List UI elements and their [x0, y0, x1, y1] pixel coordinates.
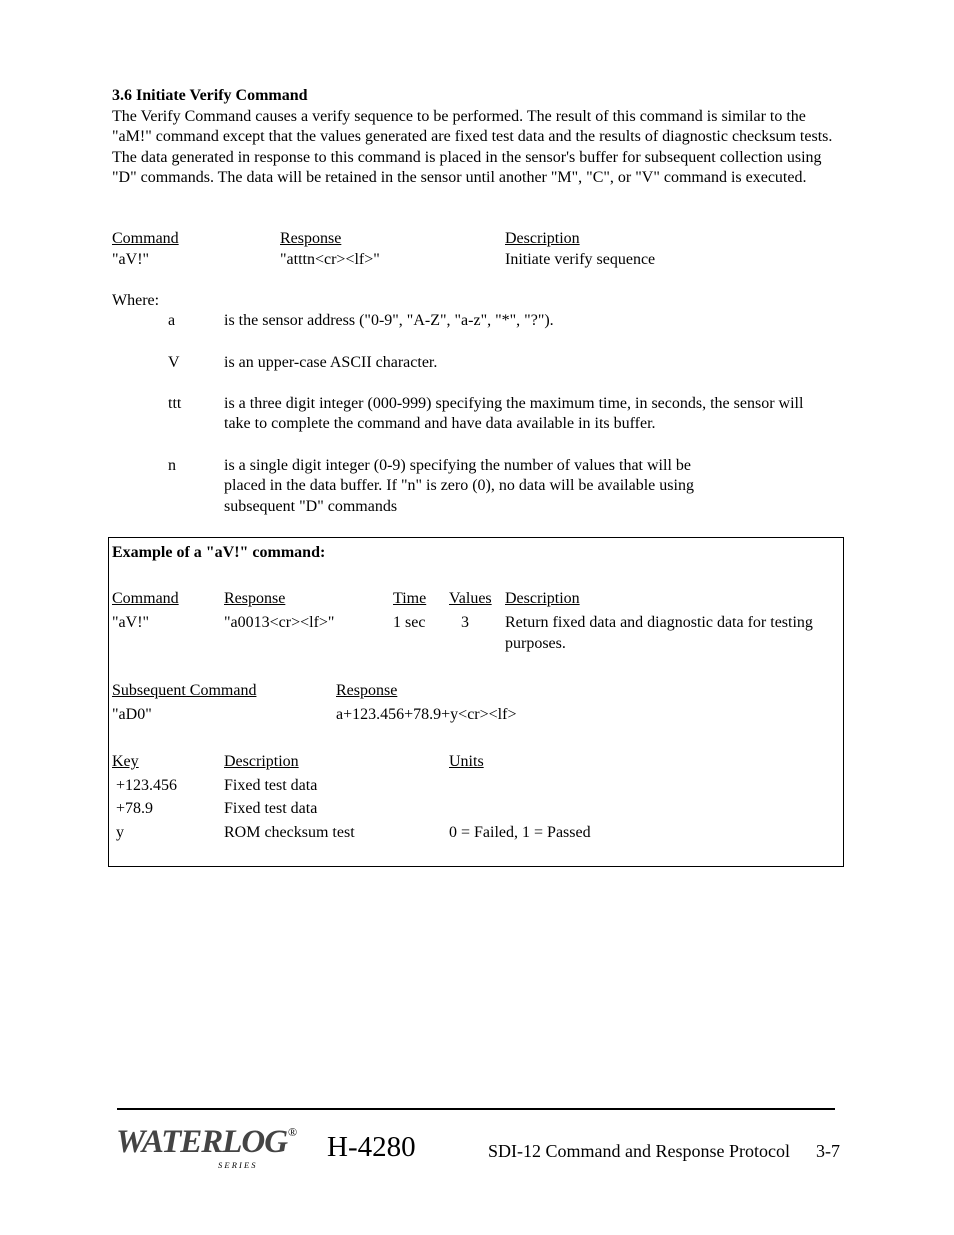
where-definition: is a three digit integer (000-999) specifying the maximum time, in seconds, the sensor will	[224, 395, 804, 412]
command-header: Command	[112, 230, 179, 247]
footer-rule	[117, 1108, 835, 1110]
doc-number: H-4280	[327, 1131, 416, 1163]
example-values-cell: 3	[461, 614, 469, 631]
example-time-header: Time	[393, 590, 427, 607]
key-header: Key	[112, 753, 139, 770]
section-heading: 3.6 Initiate Verify Command	[112, 87, 308, 104]
where-definition: is a single digit integer (0-9) specifying the number of values that will be	[224, 457, 691, 474]
subsequent-command-cell: "aD0"	[112, 706, 152, 723]
registered-mark: ®	[288, 1125, 298, 1139]
section-body: The Verify Command causes a verify sequence to be performed. The result of this command is similar to the "aM!" command except that the values generated are fixed test data and the results of diagnostic checksum tests. The data generated in response to this command is placed in the sensor's buffer for subsequent collection using "D" commands. The data will be retained in the sensor until another "M", "C", or "V" command is executed.	[112, 107, 833, 186]
logo-series: S E R I E S	[218, 1160, 256, 1170]
example-description-cell: purposes.	[505, 635, 566, 652]
example-title: Example of a "aV!" command:	[112, 544, 326, 561]
key-description-cell: ROM checksum test	[224, 824, 355, 841]
response-header: Response	[280, 230, 342, 247]
description-header: Description	[505, 230, 580, 247]
subsequent-command-header: Subsequent Command	[112, 682, 257, 699]
where-symbol: a	[168, 312, 176, 329]
where-definition: subsequent "D" commands	[224, 498, 398, 515]
chapter-title: SDI-12 Command and Response Protocol	[488, 1141, 790, 1161]
key-description-cell: Fixed test data	[224, 800, 318, 817]
subsequent-response-cell: a+123.456+78.9+y<cr><lf>	[336, 706, 517, 723]
where-definition: is an upper-case ASCII character.	[224, 354, 438, 371]
key-units-cell: 0 = Failed, 1 = Passed	[449, 824, 591, 841]
example-description-cell: Return fixed data and diagnostic data for testing	[505, 614, 813, 631]
where-definition: take to complete the command and have data available in its buffer.	[224, 415, 656, 432]
key-description-header: Description	[224, 753, 299, 770]
command-cell: "aV!"	[112, 251, 150, 268]
example-response-header: Response	[224, 590, 286, 607]
response-cell: "atttn<cr><lf>"	[280, 251, 380, 268]
where-symbol: V	[168, 354, 180, 371]
page-number: 3-7	[816, 1141, 840, 1161]
example-values-header: Values	[449, 590, 492, 607]
logo-wordmark: WATERLOG	[116, 1124, 288, 1160]
section-intro	[112, 86, 842, 189]
key-cell: +123.456	[116, 777, 178, 794]
where-definition: placed in the data buffer. If "n" is zero (0), no data will be available using	[224, 477, 694, 494]
subsequent-response-header: Response	[336, 682, 398, 699]
example-time-cell: 1 sec	[393, 614, 426, 631]
key-units-header: Units	[449, 753, 484, 770]
key-description-cell: Fixed test data	[224, 777, 318, 794]
example-box	[108, 537, 844, 867]
where-symbol: n	[168, 457, 176, 474]
example-description-header: Description	[505, 590, 580, 607]
example-command-cell: "aV!"	[112, 614, 150, 631]
example-command-header: Command	[112, 590, 179, 607]
key-cell: +78.9	[116, 800, 154, 817]
where-label: Where:	[112, 292, 160, 309]
where-symbol: ttt	[168, 395, 182, 412]
where-definition: is the sensor address ("0-9", "A-Z", "a-z", "*", "?").	[224, 312, 554, 329]
description-cell: Initiate verify sequence	[505, 251, 656, 268]
key-cell: y	[116, 824, 124, 841]
example-response-cell: "a0013<cr><lf>"	[224, 614, 335, 631]
